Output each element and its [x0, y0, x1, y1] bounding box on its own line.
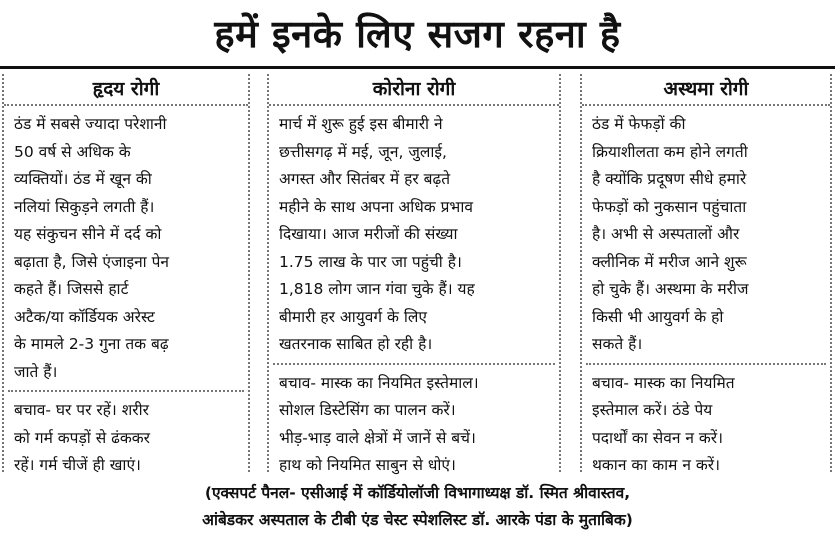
column-heading: कोरोना रोगी: [269, 74, 559, 106]
page-title: हमें इनके लिए सजग रहना है: [214, 12, 621, 56]
prevention-text: बचाव- मास्क का नियमित इस्तेमाल। सोशल डिस्टेसिंग का पालन करें। भीड़-भाड़ वाले क्षेत्रों में जानें से बचें। हाथ को नियमित साबुन से धोएं।: [279, 373, 479, 474]
source-footer: [0, 480, 835, 534]
footer-line-1: (एक्सपर्ट पैनल- एसीआई में कॉर्डियोलॉजी विभागाध्यक्ष डॉ. स्मित श्रीवास्तव,: [204, 484, 631, 502]
column-body: ठंड में सबसे ज्यादा परेशानी 50 वर्ष से अधिक के व्यक्तियों। ठंड में खून की नलियां सिकुड़ने लगती हैं। यह संकुचन सीने में दर्द को बढ़ाता है, जिसे एंजाइना पेन कहते हैं। जिससे हार्ट अटैक/या कॉर्डियक अरेस्ट के मामले 2-3 गुना तक बढ़ जाते हैं।: [14, 115, 170, 381]
footer-line-2: आंबेडकर अस्पताल के टीबी एंड चेस्ट स्पेशलिस्ट डॉ. आरके पंडा के मुताबिक): [202, 511, 633, 529]
prevention-text: बचाव- घर पर रहें। शरीर को गर्म कपड़ों से ढंककर रहें। गर्म चीजें ही खाएं।: [14, 401, 150, 474]
prevention-text: बचाव- मास्क का नियमित इस्तेमाल करें। ठंडे पेय पदार्थों का सेवन न करें। थकान का काम न करें।: [592, 373, 735, 474]
column-body: मार्च में शुरू हुई इस बीमारी ने छत्तीसगढ़ में मई, जून, जुलाई, अगस्त और सितंबर में हर बढ़ते महीने के साथ अपना अधिक प्रभाव दिखाया। आज मरीजों की संख्या 1.75 लाख के पार जा पहुंची है। 1,818 लोग जान गंवा चुके हैं। यह बीमारी हर आयुवर्ग के लिए खतरनाक साबित हो रही है।: [279, 115, 475, 353]
column-heading: हृदय रोगी: [4, 74, 248, 106]
column-heading: अस्थमा रोगी: [582, 74, 830, 106]
column-corona-patients: [267, 74, 561, 472]
column-body: ठंड में फेफड़ों की क्रियाशीलता कम होने लगती है क्योंकि प्रदूषण सीधे हमारे फेफड़ों को नुकसान पहुंचाता है। अभी से अस्पतालों और क्लीनिक में मरीज आने शुरू हो चुके हैं। अस्थमा के मरीज किसी भी आयुवर्ग के हो सकते हैं।: [592, 115, 749, 353]
column-asthma-patients: [580, 74, 832, 472]
title-divider: [0, 66, 835, 69]
column-heart-patients: [2, 74, 250, 472]
